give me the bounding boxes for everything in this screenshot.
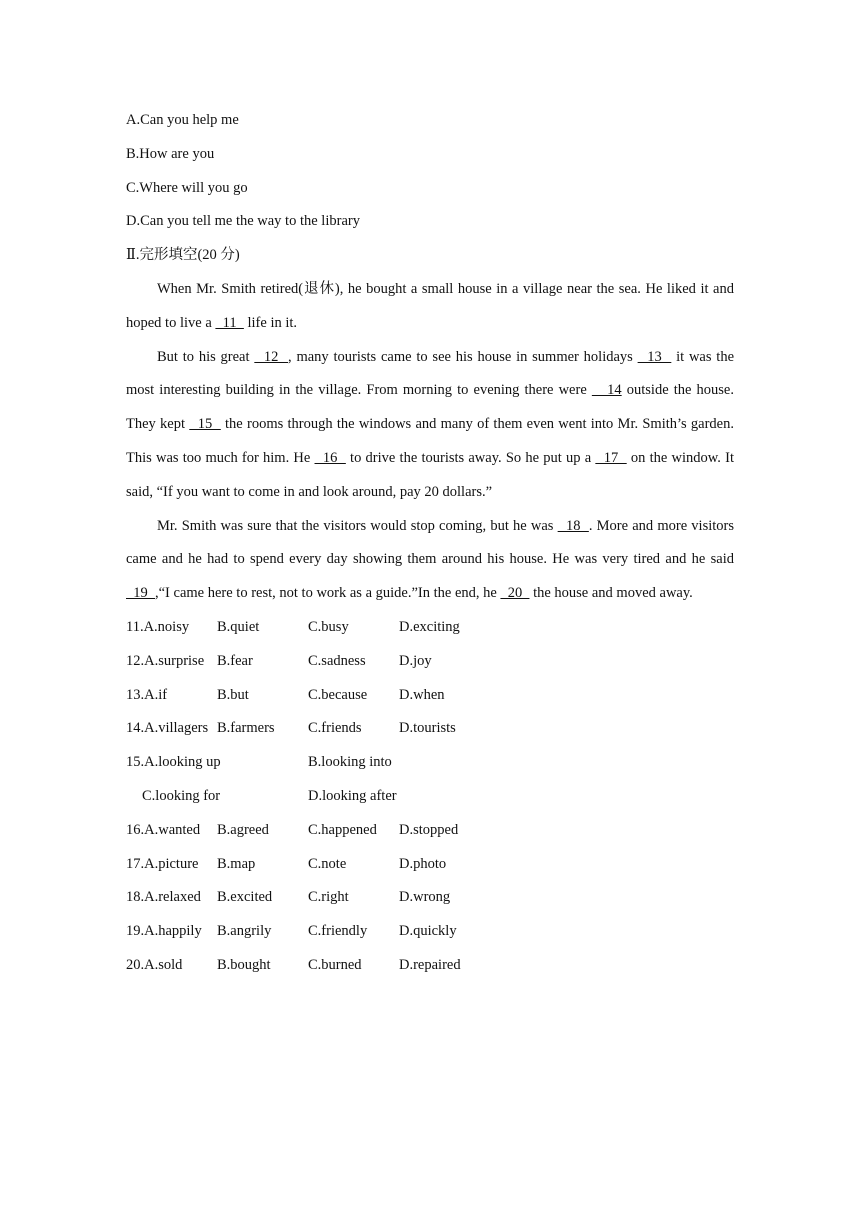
- question-15-continued: [126, 780, 734, 814]
- option-b: B.fear: [217, 652, 253, 669]
- blank-12: 12: [254, 348, 289, 365]
- blank-17: 17: [595, 449, 627, 466]
- option-a: 17.A.picture: [126, 855, 199, 872]
- question-19: [126, 915, 734, 949]
- passage-text: the house and moved away.: [529, 585, 693, 602]
- passage-text: on the window. It said, “If you want to come in and look around, pay 20 dollars.”: [126, 449, 734, 500]
- option-b: B.bought: [217, 956, 271, 973]
- blank-16: 16: [314, 449, 346, 466]
- option-d: D.tourists: [399, 720, 456, 737]
- option-d: D.photo: [399, 855, 447, 872]
- passage-text: outside the house. They kept: [126, 382, 734, 433]
- passage-text: ,“I came here to rest, not to work as a guide.”In the end, he: [155, 585, 501, 602]
- question-17: [126, 848, 734, 882]
- dialogue-option-d: D.Can you tell me the way to the library: [126, 213, 360, 230]
- blank-13: 13: [637, 348, 672, 365]
- passage-text: to drive the tourists away. So he put up a: [345, 449, 596, 466]
- option-c: C.happened: [308, 821, 377, 838]
- question-13: [126, 679, 734, 713]
- option-a: 20.A.sold: [126, 956, 183, 973]
- option-d: D.joy: [399, 652, 432, 669]
- option-c: C.note: [308, 855, 347, 872]
- option-a: 16.A.wanted: [126, 821, 201, 838]
- question-11: [126, 611, 734, 645]
- option-c: C.burned: [308, 956, 362, 973]
- option-a: 15.A.looking up: [126, 754, 221, 771]
- question-14: [126, 712, 734, 746]
- option-b: B.map: [217, 855, 256, 872]
- question-12: [126, 645, 734, 679]
- passage-text: it was the most interesting building in the village. From morning to evening there were: [126, 348, 735, 399]
- dialogue-option-b: B.How are you: [126, 145, 215, 162]
- passage-text: life in it.: [243, 314, 298, 331]
- passage-text: Mr. Smith was sure that the visitors would stop coming, but he was: [157, 517, 558, 534]
- section-title: Ⅱ.完形填空(20 分): [126, 247, 240, 264]
- option-d: D.stopped: [399, 821, 459, 838]
- blank-20: 20: [500, 585, 530, 602]
- passage-paragraph-3: [126, 510, 734, 611]
- option-c: C.friendly: [308, 923, 368, 940]
- blank-18: 18: [557, 517, 589, 534]
- option-b: B.quiet: [217, 618, 260, 635]
- passage-paragraph-1: [126, 273, 734, 341]
- passage-text: When Mr. Smith retired(退休), he bought a small house in a village near the sea. He liked it and hoped to live a: [126, 280, 734, 331]
- option-a: 13.A.if: [126, 686, 168, 703]
- option-d: D.looking after: [308, 787, 397, 804]
- option-a: 11.A.noisy: [126, 618, 190, 635]
- option-d: D.exciting: [399, 618, 460, 635]
- option-c: C.right: [308, 889, 349, 906]
- option-a: 19.A.happily: [126, 923, 202, 940]
- passage-paragraph-2: [126, 341, 734, 510]
- passage-text: . More and more visitors came and he had to spend every day showing them around his house. He was very tired and he said: [126, 517, 735, 568]
- option-c: C.because: [308, 686, 368, 703]
- question-16: [126, 814, 734, 848]
- passage-text: But to his great: [157, 348, 255, 365]
- option-d: D.wrong: [399, 889, 451, 906]
- option-a: 12.A.surprise: [126, 652, 205, 669]
- option-d: D.repaired: [399, 956, 461, 973]
- document-page: [126, 104, 734, 983]
- blank-11: 11: [215, 314, 244, 331]
- option-b: B.excited: [217, 889, 273, 906]
- blank-14: 14: [591, 382, 622, 399]
- question-20: [126, 949, 734, 983]
- passage-text: , many tourists came to see his house in summer holidays: [288, 348, 638, 365]
- option-d: D.quickly: [399, 923, 457, 940]
- blank-15: 15: [189, 416, 221, 433]
- option-b: B.but: [217, 686, 249, 703]
- option-a: 18.A.relaxed: [126, 889, 201, 906]
- option-b: B.looking into: [308, 754, 392, 771]
- option-c: C.looking for: [142, 787, 221, 804]
- option-c: C.sadness: [308, 652, 366, 669]
- dialogue-option-c: C.Where will you go: [126, 179, 248, 196]
- blank-19: 19: [126, 585, 155, 602]
- option-c: C.busy: [308, 618, 349, 635]
- option-c: C.friends: [308, 720, 362, 737]
- option-a: 14.A.villagers: [126, 720, 209, 737]
- option-d: D.when: [399, 686, 445, 703]
- option-b: B.farmers: [217, 720, 275, 737]
- question-15: [126, 746, 734, 780]
- dialogue-option-a: A.Can you help me: [126, 112, 239, 128]
- option-b: B.agreed: [217, 821, 269, 838]
- passage-text: the rooms through the windows and many of them even went into Mr. Smith’s garden. This was too much for him. He: [126, 416, 734, 466]
- option-b: B.angrily: [217, 923, 272, 940]
- question-18: [126, 881, 734, 915]
